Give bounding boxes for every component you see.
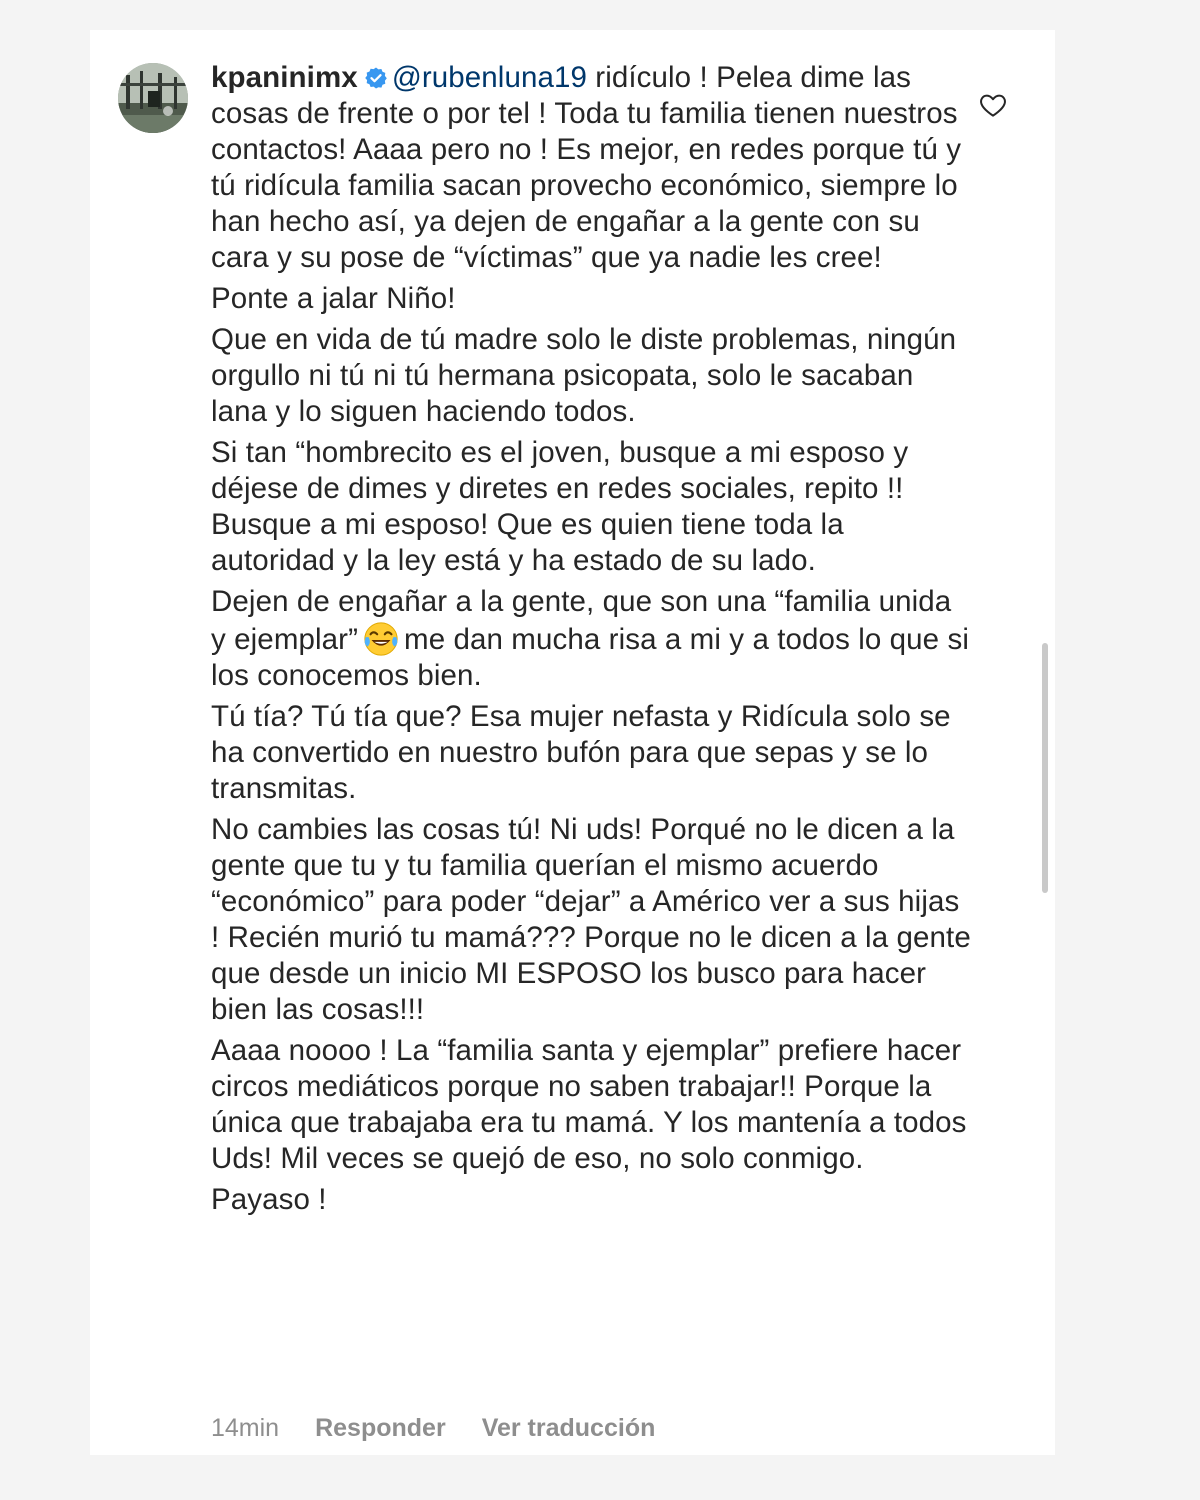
comment-paragraph: Aaaa noooo ! La “familia santa y ejemplar” prefiere hacer circos mediáticos porque no saben trabajar!! Porque la única que trabajaba era tu mamá. Y los mantenía a todos Uds! Mil veces se quejó de eso, no solo conmigo. — [211, 1034, 967, 1175]
comment-paragraph: Que en vida de tú madre solo le diste problemas, ningún orgullo ni tú ni tú hermana psicopata, solo le sacaban lana y lo siguen haciendo todos. — [211, 323, 957, 428]
comment-paragraph: Payaso ! — [211, 1183, 327, 1216]
like-button[interactable] — [978, 90, 1008, 120]
translate-button[interactable]: Ver traducción — [481, 1414, 656, 1442]
reply-button[interactable]: Responder — [315, 1414, 446, 1442]
comment-text — [211, 60, 971, 1223]
comment-footer — [211, 1414, 691, 1443]
comment-paragraph: Si tan “hombrecito es el joven, busque a mi esposo y déjese de dimes y diretes en redes sociales, repito !! Busque a mi esposo! Que es quien tiene toda la autoridad y la ley está y ha estado de su lado. — [211, 436, 909, 577]
comment-paragraph: Tú tía? Tú tía que? Esa mujer nefasta y Ridícula solo se ha convertido en nuestro bufón para que sepas y se lo transmitas. — [211, 700, 951, 805]
avatar-photo-icon — [118, 63, 188, 133]
comment-text-before-emoji: Dejen de engañar a la gente, que son una “familia unida y ejemplar” — [211, 585, 952, 656]
comment-paragraph: No cambies las cosas tú! Ni uds! Porqué no le dicen a la gente que tu y tu familia querían el mismo acuerdo “económico” para poder “dejar” a Américo ver a sus hijas ! Recién murió tu mamá??? Porque no le dicen a la gente que desde un inicio MI ESPOSO los busco para hacer bien las cosas!!! — [211, 813, 971, 1026]
comment-paragraph — [211, 584, 971, 694]
scrollbar-thumb[interactable] — [1042, 643, 1048, 893]
comment-timestamp: 14min — [211, 1414, 280, 1442]
heart-outline-icon — [978, 90, 1008, 120]
comment-card — [90, 30, 1055, 1455]
profile-avatar[interactable] — [118, 63, 188, 133]
laughing-tears-emoji-icon — [362, 620, 400, 658]
comment-paragraph — [211, 60, 971, 276]
comment-paragraph: Ponte a jalar Niño! — [211, 282, 456, 315]
mention-link[interactable]: @rubenluna19 — [391, 61, 587, 94]
comment-first-text: ridículo ! Pelea dime las cosas de frente o por tel ! Toda tu familia tienen nuestros contactos! Aaaa pero no ! Es mejor, en redes porque tú y tú ridícula familia sacan provecho económico, siempre lo han hecho así, ya dejen de engañar a la gente con su cara y su pose de “víctimas” que ya nadie les cree! — [211, 61, 962, 274]
verified-badge-icon — [364, 66, 388, 90]
comment-text-after-emoji: me dan mucha risa a mi y a todos lo que si los conocemos bien. — [211, 623, 969, 692]
comment-username[interactable]: kpaninimx — [211, 61, 358, 94]
